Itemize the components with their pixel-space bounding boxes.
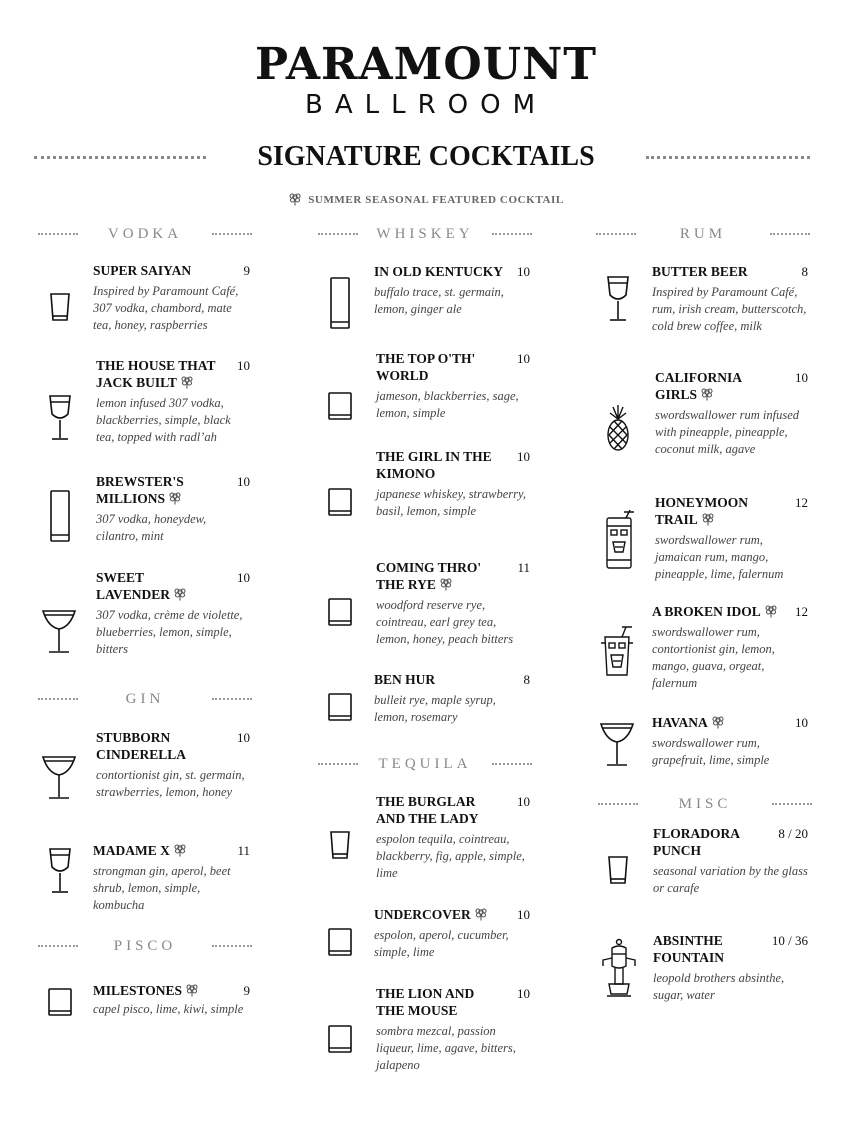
title-divider-right	[646, 156, 810, 159]
menu-item	[376, 985, 530, 1074]
item-price: 10	[237, 358, 250, 373]
item-name: STUBBORN CINDERELLA	[96, 730, 187, 762]
section-label: RUM	[679, 226, 727, 242]
item-name-text: MADAME X	[93, 843, 170, 858]
item-name	[655, 494, 765, 528]
coupe-glass-icon	[42, 751, 76, 803]
menu-item	[374, 263, 530, 318]
item-price: 8 / 20	[778, 826, 808, 841]
flower-icon	[474, 907, 488, 921]
item-price: 10	[795, 370, 808, 385]
item-price: 10	[517, 351, 530, 366]
featured-legend-text: SUMMER SEASONAL FEATURED COCKTAIL	[308, 194, 564, 206]
section-label: MISC	[678, 796, 732, 812]
item-price: 11	[237, 843, 250, 858]
item-name	[96, 569, 196, 603]
item-description: swordswallower rum, grapefruit, lime, simple	[652, 736, 770, 767]
item-name	[96, 357, 250, 391]
item-description: capel pisco, lime, kiwi, simple	[93, 1002, 244, 1016]
section-label: VODKA	[107, 226, 183, 242]
menu-item	[96, 357, 250, 446]
coupe-glass-icon	[600, 718, 634, 770]
section-misc	[598, 795, 812, 813]
item-description: seasonal variation by the glass or carafe	[653, 864, 808, 895]
rocks-glass-icon	[327, 820, 353, 872]
item-price: 10	[517, 794, 530, 809]
item-name	[93, 842, 250, 859]
item-price: 10 / 36	[771, 933, 808, 948]
menu-item	[93, 982, 250, 1018]
flower-icon	[173, 843, 187, 857]
item-description: lemon infused 307 vodka, blackberries, simple, black tea, topped with radl’ah	[96, 396, 231, 444]
item-name: FLORADORA PUNCH	[653, 826, 740, 858]
wine-glass-icon	[47, 392, 73, 444]
item-description: bulleit rye, maple syrup, lemon, rosemary	[374, 693, 496, 724]
page-title: SIGNATURE COCKTAILS	[257, 141, 595, 172]
item-name-text: UNDERCOVER	[374, 907, 471, 922]
menu-item	[652, 603, 808, 692]
rocks-glass-icon	[327, 586, 353, 638]
item-description: buffalo trace, st. germain, lemon, ginger ale	[374, 285, 504, 316]
item-price: 10	[517, 986, 530, 1001]
flower-icon	[439, 577, 453, 591]
item-name-text: BREWSTER'S MILLIONS	[96, 474, 184, 506]
item-price: 9	[243, 263, 250, 278]
flower-icon	[711, 715, 725, 729]
item-name-text: THE HOUSE THAT JACK BUILT	[96, 358, 216, 390]
item-name: THE LION AND THE MOUSE	[376, 986, 475, 1018]
item-name: BEN HUR	[374, 672, 436, 687]
item-name-text: HONEYMOON TRAIL	[655, 495, 748, 527]
item-name	[96, 473, 196, 507]
rocks-glass-icon	[327, 681, 353, 733]
menu-item	[376, 448, 530, 520]
section-whiskey	[318, 225, 532, 243]
item-description: swordswallower rum, jamaican rum, mango, pineapple, lime, falernum	[655, 533, 784, 581]
item-price: 10	[517, 907, 530, 922]
menu-item	[374, 906, 530, 961]
menu-item	[655, 494, 808, 583]
flower-icon	[180, 375, 194, 389]
item-description: Inspired by Paramount Café, rum, irish cream, butterscotch, cold brew coffee, milk	[652, 285, 807, 333]
rocks-glass-icon	[327, 476, 353, 528]
item-name	[374, 906, 530, 923]
menu-item	[376, 793, 530, 882]
item-price: 10	[517, 264, 530, 279]
menu-item	[93, 262, 250, 334]
section-pisco	[38, 937, 252, 955]
item-price: 9	[243, 983, 250, 998]
item-description: swordswallower rum infused with pineapple, pineapple, coconut milk, agave	[655, 408, 800, 456]
item-price: 8	[523, 672, 530, 687]
menu-item	[652, 714, 808, 769]
item-description: Inspired by Paramount Café, 307 vodka, chambord, mate tea, honey, raspberries	[93, 284, 239, 332]
item-name	[652, 603, 808, 620]
highball-glass-icon	[327, 277, 353, 329]
section-rum	[596, 225, 810, 243]
item-name-text: A BROKEN IDOL	[652, 604, 761, 619]
flower-icon	[764, 604, 778, 618]
rocks-glass-icon	[327, 1013, 353, 1065]
section-label: GIN	[125, 691, 165, 707]
highball-glass-icon	[47, 490, 73, 542]
item-name	[652, 714, 808, 731]
item-price: 12	[795, 495, 808, 510]
pineapple-icon	[605, 403, 631, 455]
item-description: contortionist gin, st. germain, strawberries, lemon, honey	[96, 768, 245, 799]
rocks-glass-icon	[327, 916, 353, 968]
menu-item	[653, 825, 808, 897]
menu-item	[652, 263, 808, 335]
item-name	[93, 982, 250, 999]
item-name	[376, 559, 491, 593]
flower-icon	[701, 512, 715, 526]
item-name: THE TOP O'TH' WORLD	[376, 351, 476, 383]
menu-item	[96, 473, 250, 545]
item-name: IN OLD KENTUCKY	[374, 264, 504, 279]
flower-icon	[168, 491, 182, 505]
featured-legend	[0, 192, 852, 206]
item-name: BUTTER BEER	[652, 264, 748, 279]
section-vodka	[38, 225, 252, 243]
item-price: 8	[801, 264, 808, 279]
item-description: 307 vodka, honeydew, cilantro, mint	[96, 512, 207, 543]
menu-item	[96, 569, 250, 658]
item-name-text: COMING THRO' THE RYE	[376, 560, 482, 592]
item-name-text: CALIFORNIA GIRLS	[655, 370, 742, 402]
item-description: strongman gin, aperol, beet shrub, lemon, simple, kombucha	[93, 864, 231, 912]
flower-icon	[700, 387, 714, 401]
item-name: THE BURGLAR AND THE LADY	[376, 794, 479, 826]
menu-item	[96, 729, 250, 801]
item-price: 10	[237, 730, 250, 745]
brand-name-bottom: BALLROOM	[304, 90, 548, 120]
item-price: 10	[237, 570, 250, 585]
item-name-text: MILESTONES	[93, 983, 183, 998]
item-description: woodford reserve rye, cointreau, earl grey tea, lemon, honey, peach bitters	[376, 598, 514, 646]
menu-item	[655, 369, 808, 458]
absinthe-fountain-icon	[599, 938, 639, 998]
section-gin	[38, 690, 252, 708]
item-price: 11	[517, 560, 530, 575]
item-description: espolon tequila, cointreau, blackberry, fig, apple, simple, lime	[376, 832, 525, 880]
item-description: sombra mezcal, passion liqueur, lime, agave, bitters, jalapeno	[376, 1024, 516, 1072]
item-price: 10	[795, 715, 808, 730]
brand-name-top: PARAMOUNT	[254, 39, 598, 90]
section-tequila	[318, 755, 532, 773]
menu-item	[374, 671, 530, 726]
tiki-mug-icon	[604, 510, 634, 570]
item-name-text: HAVANA	[652, 715, 708, 730]
item-price: 10	[517, 449, 530, 464]
item-name: ABSINTHE FOUNTAIN	[653, 933, 725, 965]
flower-icon	[173, 587, 187, 601]
item-price: 12	[795, 604, 808, 619]
item-description: jameson, blackberries, sage, lemon, simple	[376, 389, 519, 420]
wine-glass-icon	[605, 273, 631, 325]
highball-glass-icon	[605, 845, 631, 897]
flower-icon	[288, 192, 302, 206]
coupe-glass-icon	[42, 605, 76, 657]
item-price: 10	[237, 474, 250, 489]
menu-item	[653, 932, 808, 1004]
item-name-text: SWEET LAVENDER	[96, 570, 171, 602]
menu-item	[376, 350, 530, 422]
item-description: japanese whiskey, strawberry, basil, lemon, simple	[376, 487, 526, 518]
item-description: swordswallower rum, contortionist gin, lemon, mango, guava, orgeat, falernum	[652, 625, 775, 690]
flower-icon	[185, 983, 199, 997]
section-label: TEQUILA	[378, 756, 472, 772]
item-name: SUPER SAIYAN	[93, 263, 192, 278]
wine-glass-icon	[47, 845, 73, 897]
menu-item	[93, 842, 250, 914]
item-name: THE GIRL IN THE KIMONO	[376, 449, 492, 481]
section-label: WHISKEY	[376, 226, 474, 242]
section-label: PISCO	[113, 938, 177, 954]
item-description: leopold brothers absinthe, sugar, water	[653, 971, 785, 1002]
rocks-glass-icon	[47, 282, 73, 334]
rocks-glass-icon	[47, 976, 73, 1028]
item-description: 307 vodka, crème de violette, blueberries, lemon, simple, bitters	[96, 608, 243, 656]
item-description: espolon, aperol, cucumber, simple, lime	[374, 928, 509, 959]
item-name	[655, 369, 750, 403]
rocks-glass-icon	[327, 380, 353, 432]
menu-item	[376, 559, 530, 648]
tiki-mug-icon	[600, 625, 634, 677]
